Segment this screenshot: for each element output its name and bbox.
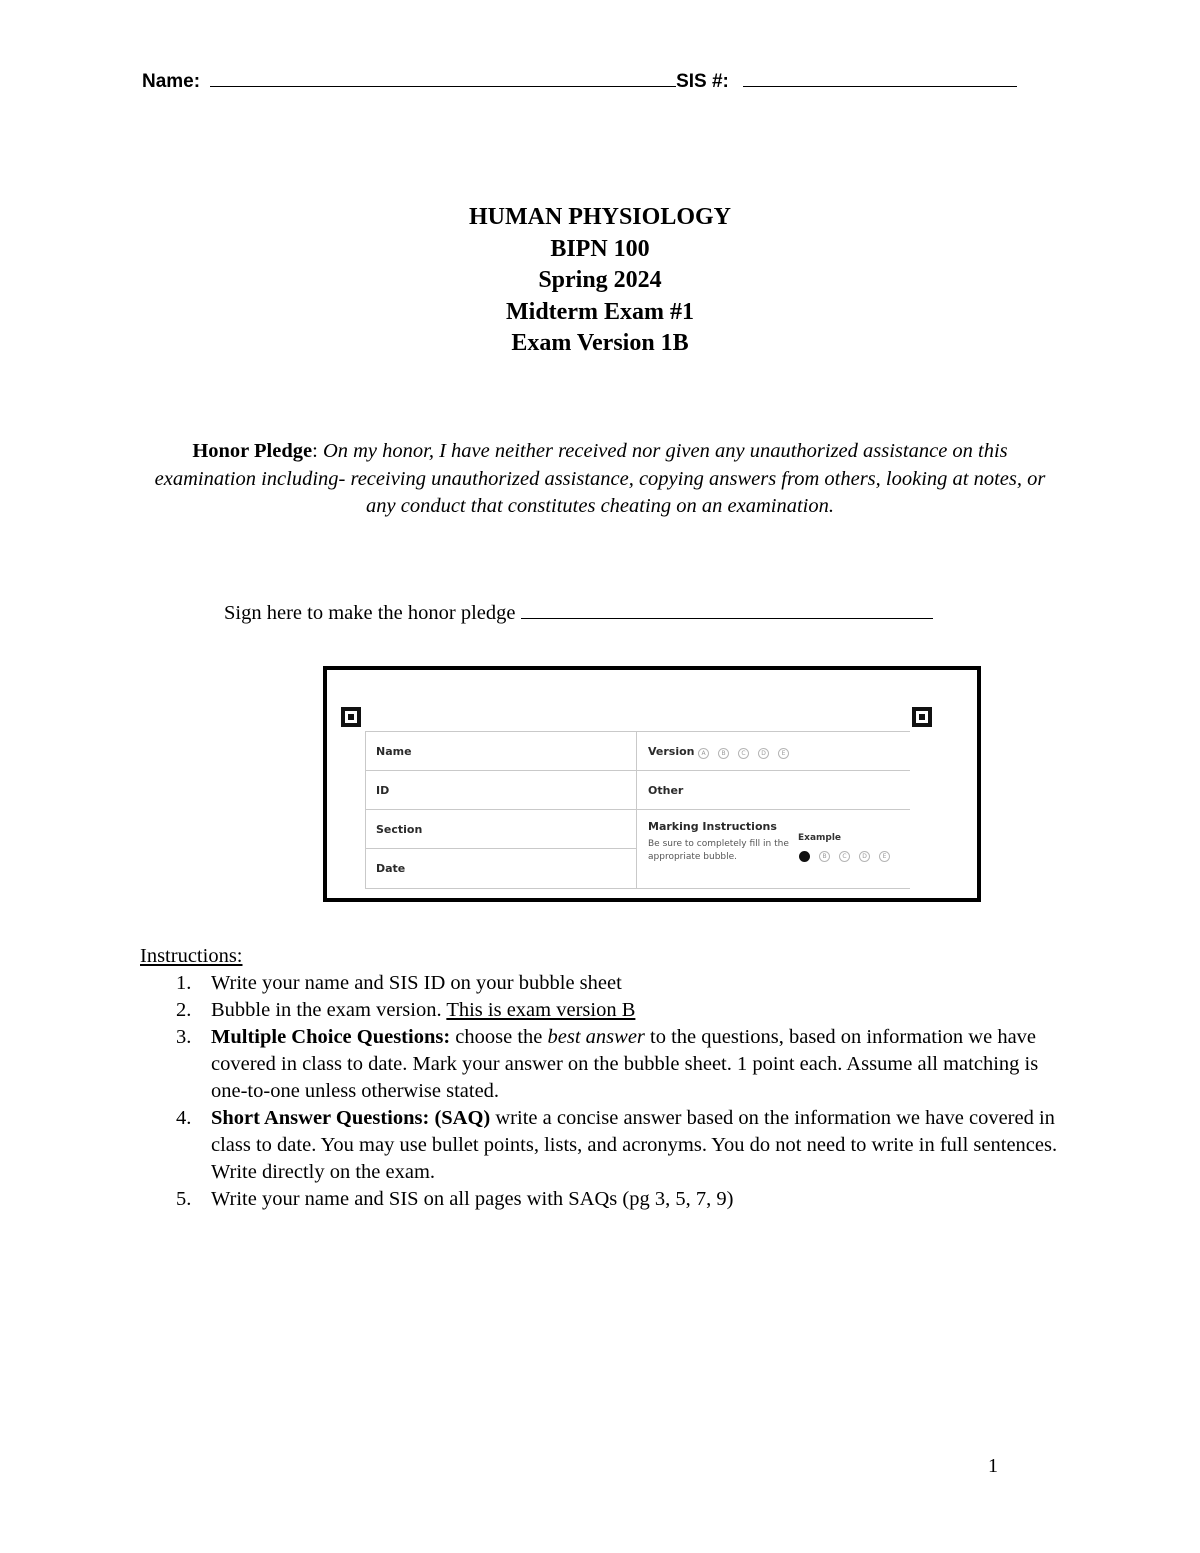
instruction-text: Write your name and SIS on all pages with SAQs (pg 3, 5, 7, 9) <box>211 1188 734 1210</box>
marking-instructions-title: Marking Instructions <box>648 820 777 833</box>
list-number: 2. <box>176 999 192 1021</box>
instruction-text: Write your name and SIS ID on your bubble sheet <box>211 972 622 994</box>
example-label: Example <box>798 833 842 843</box>
registration-marker-icon <box>341 707 361 727</box>
saq-heading: Short Answer Questions: (SAQ) <box>211 1107 491 1129</box>
list-item <box>140 997 1060 1024</box>
exam-name: Midterm Exam #1 <box>506 298 694 325</box>
honor-pledge <box>145 438 1055 521</box>
version-bubble[interactable]: E <box>778 748 789 759</box>
example-bubble: C <box>839 851 850 862</box>
version-bubbles <box>698 744 798 762</box>
course-code: BIPN 100 <box>550 235 650 262</box>
sheet-version-label: Version <box>648 745 695 758</box>
course-title: HUMAN PHYSIOLOGY <box>468 204 731 230</box>
sis-blank[interactable] <box>743 70 1017 87</box>
student-info-header <box>142 70 1017 93</box>
list-item <box>140 1186 1060 1213</box>
page-number: 1 <box>988 1455 998 1477</box>
version-bubble[interactable]: D <box>758 748 769 759</box>
instruction-text: choose the <box>450 1026 548 1048</box>
grid-line <box>365 848 636 849</box>
exam-title-block <box>0 202 1200 360</box>
bubble-sheet-sample <box>323 666 981 902</box>
example-bubbles <box>799 847 899 865</box>
example-bubble-filled <box>799 851 810 862</box>
grid-line <box>365 731 910 732</box>
instructions-list <box>140 970 1060 1213</box>
instruction-text: to the questions, based on information we have covered in class to date. Mark your answer on the bubble sheet. 1 point each. Assume all matching is one-to-one unless otherwise stated. <box>211 1026 1039 1102</box>
exam-version-note: This is exam version B <box>446 999 636 1021</box>
grid-line <box>636 731 637 888</box>
instruction-text: write a concise answer based on the information we have covered in class to date. You may use bullet points, lists, and acronyms. You do not need to write in full sentences. Write directly on the exam. <box>211 1107 1058 1183</box>
sis-label: SIS #: <box>676 71 729 92</box>
instructions-heading: Instructions: <box>140 945 243 967</box>
sheet-name-field: Name <box>376 745 412 758</box>
sheet-date-field: Date <box>376 862 406 875</box>
term: Spring 2024 <box>538 267 662 293</box>
sheet-other-label: Other <box>648 784 684 797</box>
grid-line <box>365 731 366 888</box>
list-number: 1. <box>176 972 192 994</box>
version-bubble[interactable]: C <box>738 748 749 759</box>
version-bubble[interactable]: A <box>698 748 709 759</box>
name-label: Name: <box>142 71 201 92</box>
sheet-section-field: Section <box>376 823 423 836</box>
grid-line <box>365 809 910 810</box>
list-item <box>140 1105 1060 1186</box>
example-bubble: E <box>879 851 890 862</box>
instruction-text: Bubble in the exam version. <box>211 999 447 1021</box>
mcq-heading: Multiple Choice Questions: <box>211 1026 451 1048</box>
list-item <box>140 1024 1060 1105</box>
signature-line <box>224 600 933 625</box>
list-item <box>140 970 1060 997</box>
marking-instructions-text: Be sure to completely fill in the appropriate bubble. <box>648 839 789 862</box>
honor-pledge-colon: : <box>312 440 323 462</box>
signature-blank[interactable] <box>521 600 933 619</box>
bubble-sheet-grid <box>365 731 910 889</box>
list-number: 4. <box>176 1107 192 1129</box>
best-answer-emphasis: best answer <box>547 1026 645 1048</box>
signature-label: Sign here to make the honor pledge <box>224 602 516 624</box>
registration-marker-icon <box>912 707 932 727</box>
name-blank[interactable] <box>210 70 676 87</box>
example-bubble: B <box>819 851 830 862</box>
version-bubble[interactable]: B <box>718 748 729 759</box>
honor-pledge-text: On my honor, I have neither received nor given any unauthorized assistance on this examination including- receiving unauthorized assistance, copying answers from others, looking at notes, or any conduct that constitutes cheating on an examination. <box>154 440 1046 517</box>
example-bubble: D <box>859 851 870 862</box>
list-number: 3. <box>176 1026 192 1048</box>
exam-version: Exam Version 1B <box>511 330 689 356</box>
sheet-id-field: ID <box>376 784 390 797</box>
honor-pledge-label: Honor Pledge <box>192 440 313 462</box>
instructions-section <box>140 943 1060 1213</box>
grid-line <box>365 770 910 771</box>
list-number: 5. <box>176 1188 192 1210</box>
